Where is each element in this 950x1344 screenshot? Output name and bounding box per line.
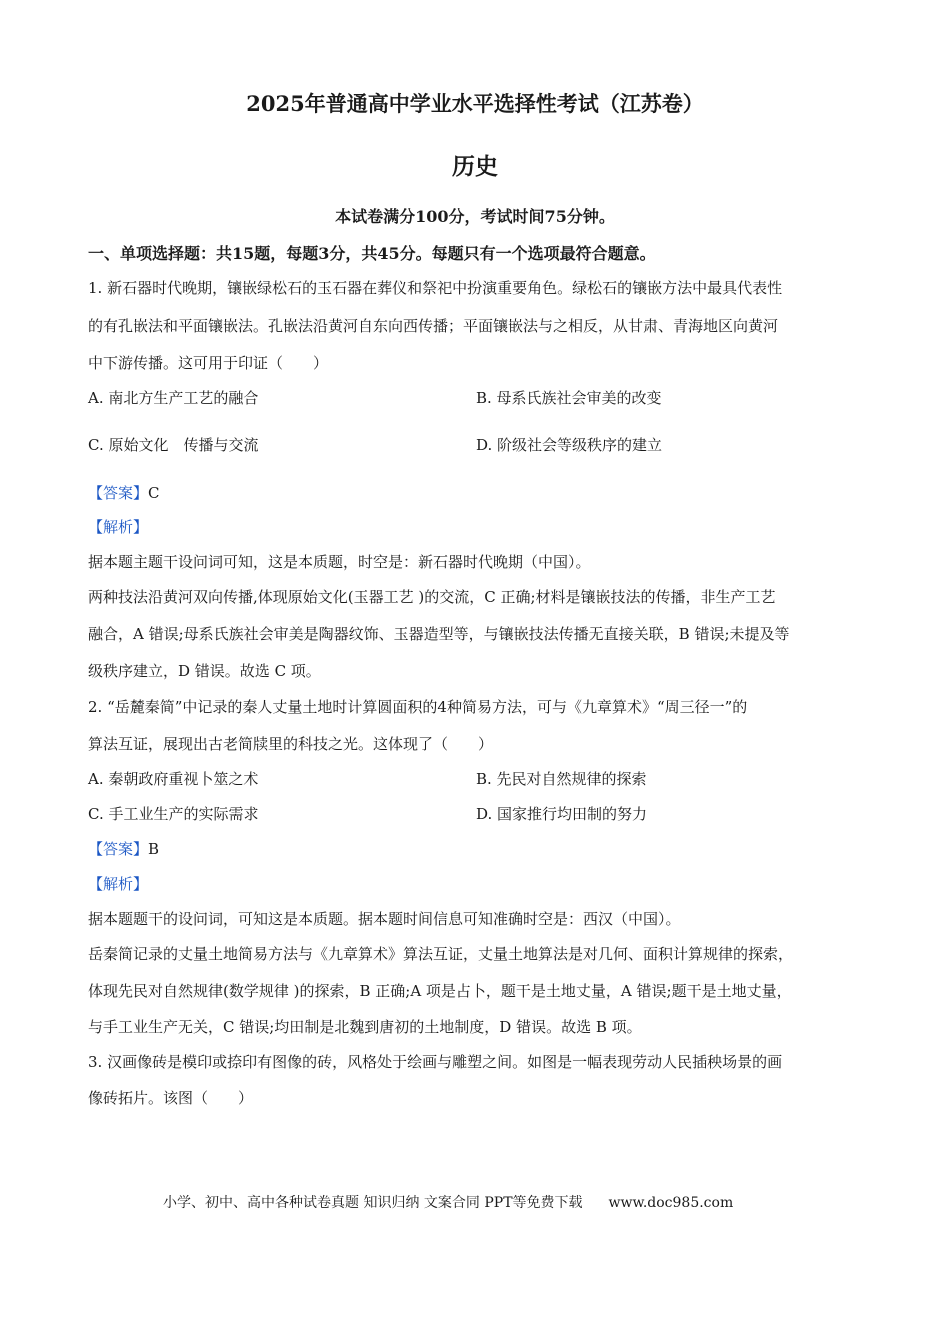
q2-answer-value: B xyxy=(148,840,160,858)
q1-option-c: C. 原始文化 传播与交流 xyxy=(88,436,259,454)
q2-analysis-line-4: 与手工业生产无关，C 错误;均田制是北魏到唐初的土地制度，D 错误。故选 B 项。 xyxy=(88,1018,642,1036)
q1-option-b: B. 母系氏族社会审美的改变 xyxy=(476,389,662,407)
q2-option-a: A. 秦朝政府重视卜筮之术 xyxy=(88,770,259,788)
q2-option-c: C. 手工业生产的实际需求 xyxy=(88,805,259,823)
footer-text: 小学、初中、高中各种试卷真题 知识归纳 文案合同 PPT等免费下载 xyxy=(163,1195,583,1211)
q2-answer xyxy=(88,838,159,859)
subject-title: 历史 xyxy=(452,153,498,180)
q2-line-1: 2. “岳麓秦简”中记录的秦人丈量土地时计算圆面积的4种简易方法，可与《九章算术》“周三径一”的 xyxy=(88,698,748,716)
q2-line-2: 算法互证，展现出古老简牍里的科技之光。这体现了（ ） xyxy=(88,735,494,753)
q1-analysis-line-4: 级秩序建立，D 错误。故选 C 项。 xyxy=(88,662,321,680)
section-heading: 一、单项选择题：共15题，每题3分，共45分。每题只有一个选项最符合题意。 xyxy=(88,244,656,263)
answer-tag: 【答案】 xyxy=(88,840,149,858)
q3-line-2: 像砖拓片。该图（ ） xyxy=(88,1089,254,1107)
q2-analysis-line-2: 岳秦简记录的丈量土地简易方法与《九章算术》算法互证，丈量土地算法是对几何、面积计算规律的探索， xyxy=(88,945,794,963)
q1-option-a: A. 南北方生产工艺的融合 xyxy=(88,389,259,407)
analysis-tag: 【解析】 xyxy=(88,875,149,893)
q2-option-b: B. 先民对自然规律的探索 xyxy=(476,770,647,788)
q1-line-2: 的有孔嵌法和平面镶嵌法。孔嵌法沿黄河自东向西传播；平面镶嵌法与之相反，从甘肃、青海地区向黄河 xyxy=(88,317,779,335)
q1-analysis-tag xyxy=(88,516,148,537)
q2-analysis-line-1: 据本题题干的设问词，可知这是本质题。据本题时间信息可知准确时空是：西汉（中国）。 xyxy=(88,910,681,928)
q2-analysis-tag xyxy=(88,873,148,894)
answer-tag: 【答案】 xyxy=(88,484,149,502)
page-footer xyxy=(163,1192,733,1212)
q3-line-1: 3. 汉画像砖是模印或捺印有图像的砖，风格处于绘画与雕塑之间。如图是一幅表现劳动人民插秧场景的画 xyxy=(88,1053,783,1071)
q2-analysis-line-3: 体现先民对自然规律(数学规律 )的探索，B 正确;A 项是占卜，题干是土地丈量，A 错误;题干是土地丈量， xyxy=(88,982,792,1000)
q1-answer xyxy=(88,482,160,503)
q1-analysis-line-1: 据本题主题干设问词可知，这是本质题，时空是：新石器时代晚期（中国）。 xyxy=(88,553,591,571)
footer-site-link[interactable]: www.doc985.com xyxy=(608,1195,734,1211)
q2-option-d: D. 国家推行均田制的努力 xyxy=(476,805,648,823)
q1-answer-value: C xyxy=(148,484,160,502)
exam-info: 本试卷满分100分，考试时间75分钟。 xyxy=(335,207,615,226)
exam-title: 2025年普通高中学业水平选择性考试（江苏卷） xyxy=(246,91,704,116)
q1-line-3: 中下游传播。这可用于印证（ ） xyxy=(88,354,329,372)
q1-analysis-line-2: 两种技法沿黄河双向传播,体现原始文化(玉器工艺 )的交流，C 正确;材料是镶嵌技法的传播，非生产工艺 xyxy=(88,588,776,606)
q1-analysis-line-3: 融合，A 错误;母系氏族社会审美是陶器纹饰、玉器造型等，与镶嵌技法传播无直接关联，B 错误;未提及等 xyxy=(88,625,790,643)
analysis-tag: 【解析】 xyxy=(88,518,149,536)
q1-line-1: 1. 新石器时代晚期，镶嵌绿松石的玉石器在葬仪和祭祀中扮演重要角色。绿松石的镶嵌方法中最具代表性 xyxy=(88,279,783,297)
q1-option-d: D. 阶级社会等级秩序的建立 xyxy=(476,436,663,454)
